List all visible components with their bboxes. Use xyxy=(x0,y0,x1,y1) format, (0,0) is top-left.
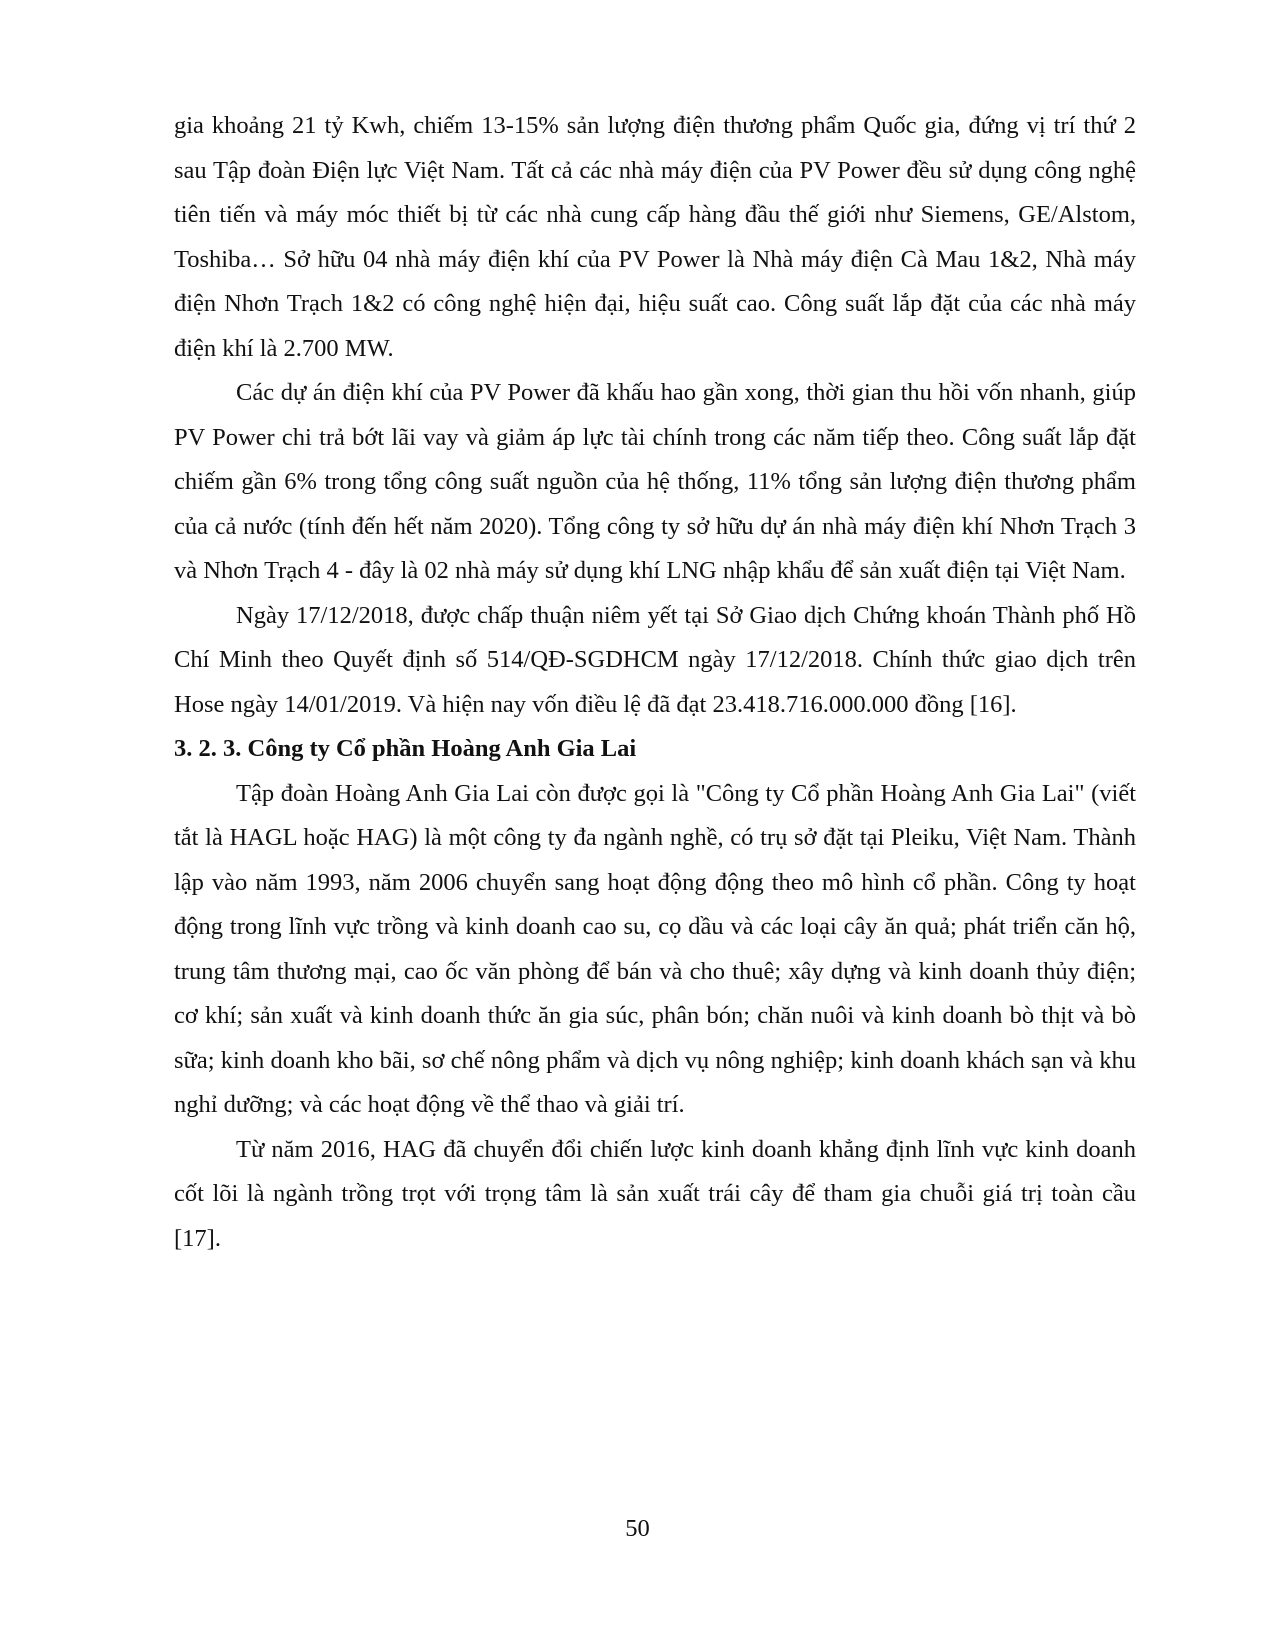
paragraph-hagl-strategy: Từ năm 2016, HAG đã chuyển đổi chiến lược kinh doanh khẳng định lĩnh vực kinh doanh cốt lõi là ngành trồng trọt với trọng tâm là sản xuất trái cây để tham gia chuỗi giá trị toàn cầu [17]. xyxy=(174,1135,1136,1252)
paragraph-pv-power-listing: Ngày 17/12/2018, được chấp thuận niêm yết tại Sở Giao dịch Chứng khoán Thành phố Hồ Chí Minh theo Quyết định số 514/QĐ-SGDHCM ngày 17/12/2018. Chính thức giao dịch trên Hose ngày 14/01/2019. Và hiện nay vốn điều lệ đã đạt 23.418.716.000.000 đồng [16]. xyxy=(174,601,1136,718)
paragraph-pv-power-output: gia khoảng 21 tỷ Kwh, chiếm 13-15% sản lượng điện thương phẩm Quốc gia, đứng vị trí thứ 2 sau Tập đoàn Điện lực Việt Nam. Tất cả các nhà máy điện của PV Power đều sử dụng công nghệ tiên tiến và máy móc thiết bị từ các nhà cung cấp hàng đầu thế giới như Siemens, GE/Alstom, Toshiba… Sở hữu 04 nhà máy điện khí của PV Power là Nhà máy điện Cà Mau 1&2, Nhà máy điện Nhơn Trạch 1&2 có công nghệ hiện đại, hiệu suất cao. Công suất lắp đặt của các nhà máy điện khí là 2.700 MW. xyxy=(174,112,1136,362)
paragraph-hagl-overview: Tập đoàn Hoàng Anh Gia Lai còn được gọi là "Công ty Cổ phần Hoàng Anh Gia Lai" (viết tắt là HAGL hoặc HAG) là một công ty đa ngành nghề, có trụ sở đặt tại Pleiku, Việt Nam. Thành lập vào năm 1993, năm 2006 chuyển sang hoạt động động theo mô hình cổ phần. Công ty hoạt động trong lĩnh vực trồng và kinh doanh cao su, cọ dầu và các loại cây ăn quả; phát triển căn hộ, trung tâm thương mại, cao ốc văn phòng để bán và cho thuê; xây dựng và kinh doanh thủy điện; cơ khí; sản xuất và kinh doanh thức ăn gia súc, phân bón; chăn nuôi và kinh doanh bò thịt và bò sữa; kinh doanh kho bãi, sơ chế nông phẩm và dịch vụ nông nghiệp; kinh doanh khách sạn và khu nghỉ dưỡng; và các hoạt động về thể thao và giải trí. xyxy=(174,779,1136,1118)
page-number: 50 xyxy=(625,1515,650,1542)
section-heading-hagl: 3. 2. 3. Công ty Cổ phần Hoàng Anh Gia Lai xyxy=(174,735,637,762)
document-page xyxy=(174,104,1136,1261)
paragraph-pv-power-gas-projects: Các dự án điện khí của PV Power đã khấu hao gần xong, thời gian thu hồi vốn nhanh, giúp PV Power chi trả bớt lãi vay và giảm áp lực tài chính trong các năm tiếp theo. Công suất lắp đặt chiếm gần 6% trong tổng công suất nguồn của hệ thống, 11% tổng sản lượng điện thương phẩm của cả nước (tính đến hết năm 2020). Tổng công ty sở hữu dự án nhà máy điện khí Nhơn Trạch 3 và Nhơn Trạch 4 - đây là 02 nhà máy sử dụng khí LNG nhập khẩu để sản xuất điện tại Việt Nam. xyxy=(174,379,1136,584)
